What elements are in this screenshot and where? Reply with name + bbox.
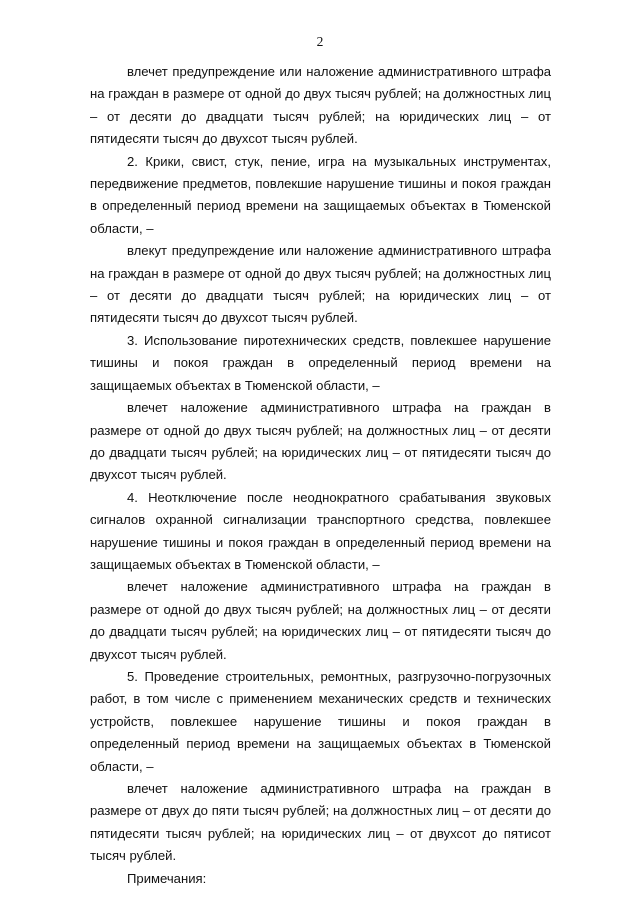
paragraph-penalty-intro: влечет предупреждение или наложение административного штрафа на граждан в размере от одной до двух тысяч рублей; на должностных лиц – от десяти до двадцати тысяч рублей; на юридических лиц – от пятидесяти тысяч до двухсот тысяч рублей.: [90, 64, 551, 147]
notes-heading: Примечания:: [127, 870, 207, 886]
paragraph-item-5-penalty: влечет наложение административного штрафа на граждан в размере от двух до пяти тысяч рублей; на должностных лиц – от десяти до пятидесяти тысяч рублей; на юридических лиц – от двухсот до пятисот тысяч рублей.: [90, 781, 551, 864]
paragraph-item-2: 2. Крики, свист, стук, пение, игра на музыкальных инструментах, передвижение предметов, повлекшие нарушение тишины и покоя граждан в определенный период времени на защищаемых объектах в Тюменской области, –: [90, 153, 551, 236]
paragraph-item-4-penalty: влечет наложение административного штрафа на граждан в размере от одной до двух тысяч рублей; на должностных лиц – от десяти до двадцати тысяч рублей; на юридических лиц – от пятидесяти тысяч до двухсот тысяч рублей.: [90, 579, 551, 662]
page-number: 2: [316, 34, 324, 49]
paragraph-item-3-penalty: влечет наложение административного штрафа на граждан в размере от одной до двух тысяч рублей; на должностных лиц – от десяти до двадцати тысяч рублей; на юридических лиц – от пятидесяти тысяч до двухсот тысяч рублей.: [90, 400, 551, 483]
document-body: [90, 61, 551, 890]
paragraph-item-4: 4. Неотключение после неоднократного срабатывания звуковых сигналов охранной сигнализации транспортного средства, повлекшее нарушение тишины и покоя граждан в определенный период времени на защищаемых объектах в Тюменской области, –: [90, 489, 551, 572]
paragraph-item-2-penalty: влекут предупреждение или наложение административного штрафа на граждан в размере от одной до двух тысяч рублей; на должностных лиц – от десяти до двадцати тысяч рублей; на юридических лиц – от пятидесяти тысяч до двухсот тысяч рублей.: [90, 243, 551, 326]
paragraph-item-3: 3. Использование пиротехнических средств, повлекшее нарушение тишины и покоя граждан в определенный период времени на защищаемых объектах в Тюменской области, –: [90, 332, 551, 393]
paragraph-item-5: 5. Проведение строительных, ремонтных, разгрузочно-погрузочных работ, в том числе с применением механических средств и технических устройств, повлекшее нарушение тишины и покоя граждан в определенный период времени на защищаемых объектах в Тюменской области, –: [90, 668, 551, 774]
